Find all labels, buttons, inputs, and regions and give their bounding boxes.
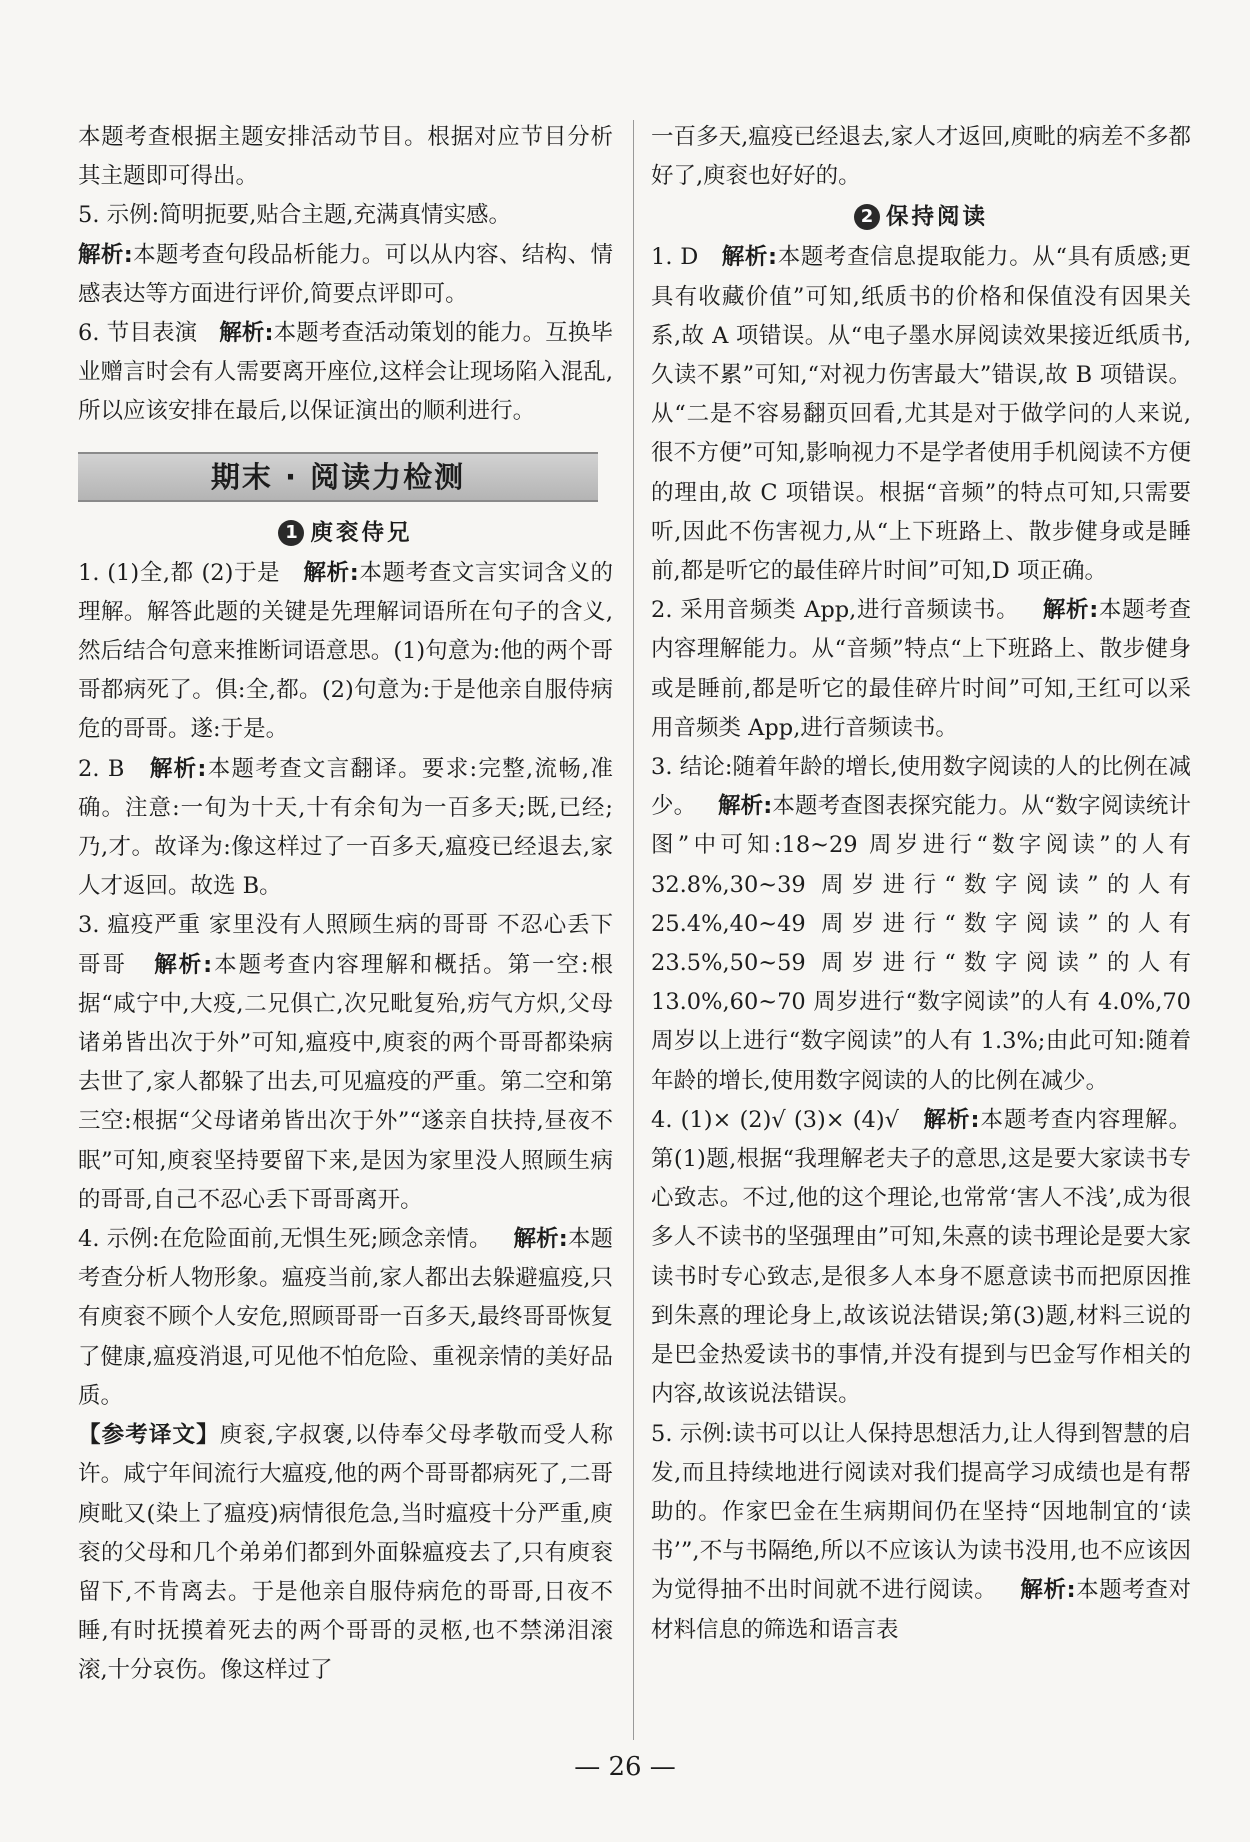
reference-label: 【参考译文】 <box>78 1422 220 1449</box>
question-5 <box>651 1415 1191 1650</box>
analysis-text: 本题考查分析人物形象。瘟疫当前,家人都出去躲避瘟疫,只有庾衮不顾个人安危,照顾哥哥一百多天,最终哥哥恢复了健康,瘟疫消退,可见他不怕危险、重视亲情的美好品质。 <box>78 1226 613 1409</box>
answer: 4. (1)× (2)√ (3)× (4)√ <box>651 1106 899 1133</box>
analysis-label: 解析: <box>149 755 207 782</box>
left-column <box>78 118 613 1691</box>
analysis-label: 解析: <box>721 244 778 271</box>
question-3 <box>651 748 1191 1101</box>
analysis-label: 解析: <box>1020 1577 1076 1604</box>
answer: 3. 瘟疫严重 家里没有人照顾生病的哥哥 不忍心丢下哥哥 <box>78 912 613 978</box>
analysis-label: 解析: <box>303 559 359 586</box>
question-4 <box>78 1220 613 1416</box>
paragraph: 一百多天,瘟疫已经退去,家人才返回,庾毗的病差不多都好了,庾衮也好好的。 <box>651 124 1191 190</box>
answer: 2. B <box>78 755 125 782</box>
section-number: 1 <box>278 520 304 546</box>
reference-translation <box>78 1416 613 1690</box>
reference-text: 庾衮,字叔褒,以侍奉父母孝敬而受人称许。咸宁年间流行大瘟疫,他的两个哥哥都病死了,二哥庾毗又(染上了瘟疫)病情很危急,当时瘟疫十分严重,庾衮的父母和几个弟弟们都到外面躲瘟疫去了,只有庾衮留下,不肯离去。于是他亲自服侍病危的哥哥,日夜不睡,有时抚摸着死去的两个哥哥的灵柩,也不禁涕泪滚滚,十分哀伤。像这样过了 <box>78 1422 613 1684</box>
question-2 <box>78 750 613 907</box>
analysis-text: 本题考查文言翻译。要求:完整,流畅,准确。注意:一旬为十天,十有余旬为一百多天;既,已经;乃,才。故译为:像这样过了一百多天,瘟疫已经退去,家人才返回。故选 B。 <box>78 755 614 900</box>
answer: 4. 示例:在危险面前,无惧生死;顾念亲情。 <box>78 1226 492 1253</box>
question-1 <box>651 238 1191 591</box>
analysis-label: 解析: <box>154 951 213 978</box>
section-banner: 期末 · 阅读力检测 <box>78 452 598 502</box>
analysis-text: 本题考查内容理解能力。从“音频”特点“上下班路上、散步健身或是睡前,都是听它的最佳碎片时间”可知,王红可以采用音频类 App,进行音频读书。 <box>651 597 1191 741</box>
analysis-text: 本题考查内容理解。第(1)题,根据“我理解老夫子的意思,这是要大家读书专心致志。不过,他的这个理论,也常常‘害人不浅’,成为很多人不读书的坚强理由”可知,朱熹的读书理论是要大家读书时专心致志,是很多人本身不愿意读书而把原因推到朱熹的理论身上,故该说法错误;第(3)题,材料三说的是巴金热爱读书的事情,并没有提到与巴金写作相关的内容,故该说法错误。 <box>651 1106 1191 1408</box>
answer: 5. 示例:读书可以让人保持思想活力,让人得到智慧的启发,而且持续地进行阅读对我们提高学习成绩也是有帮助的。作家巴金在生病期间仍在坚持“因地制宜的‘读书’”,不与书隔绝,所以不应该认为读书没用,也不应该因为觉得抽不出时间就不进行阅读。 <box>651 1420 1191 1604</box>
answer: 6. 节目表演 <box>78 320 198 347</box>
section-heading <box>651 196 1191 238</box>
analysis-label: 解析: <box>718 793 773 820</box>
answer: 2. 采用音频类 App,进行音频读书。 <box>651 597 1020 624</box>
analysis-text: 本题考查文言实词含义的理解。解答此题的关键是先理解词语所在句子的含义,然后结合句意来推断词语意思。(1)句意为:他的两个哥哥都病死了。俱:全,都。(2)句意为:于是他亲自服侍病危的哥哥。遂:于是。 <box>78 559 614 743</box>
analysis-label: 解析: <box>78 241 133 268</box>
analysis-label: 解析: <box>1042 597 1099 624</box>
section-number: 2 <box>854 204 880 230</box>
question-3 <box>78 906 613 1220</box>
answer: 1. (1)全,都 (2)于是 <box>78 559 281 586</box>
question-1 <box>78 554 613 750</box>
paragraph <box>78 236 613 314</box>
section-title: 庾衮侍兄 <box>310 519 413 546</box>
question-2 <box>651 591 1191 748</box>
analysis-label: 解析: <box>923 1106 980 1133</box>
analysis-text: 本题考查活动策划的能力。互换毕业赠言时会有人需要离开座位,这样会让现场陷入混乱,所以应该安排在最后,以保证演出的顺利进行。 <box>78 320 614 425</box>
answer: 1. D <box>651 244 699 271</box>
page-number: — 26 — <box>574 1752 676 1782</box>
question-4 <box>651 1101 1191 1415</box>
analysis-text: 本题考查句段品析能力。可以从内容、结构、情感表达等方面进行评价,简要点评即可。 <box>78 241 613 307</box>
answer: 3. 结论:随着年龄的增长,使用数字阅读的人的比例在减少。 <box>651 754 1191 820</box>
analysis-text: 本题考查信息提取能力。从“具有质感;更具有收藏价值”可知,纸质书的价格和保值没有因果关系,故 A 项错误。从“电子墨水屏阅读效果接近纸质书,久读不累”可知,“对视力伤害最大”错误,故 B 项错误。从“二是不容易翻页回看,尤其是对于做学问的人来说,很不方便”可知,影响视力不是学者使用手机阅读不方便的理由,故 C 项错误。根据“音频”的特点可知,只需要听,因此不伤害视力,从“上下班路上、散步健身或是睡前,都是听它的最佳碎片时间”可知,D 项正确。 <box>651 244 1191 585</box>
column-divider <box>633 120 634 1740</box>
paragraph: 5. 示例:简明扼要,贴合主题,充满真情实感。 <box>78 202 512 229</box>
right-column <box>651 124 1191 1650</box>
paragraph <box>78 314 613 432</box>
analysis-label: 解析: <box>219 320 274 347</box>
paragraph: 本题考查根据主题安排活动节目。根据对应节目分析其主题即可得出。 <box>78 124 613 190</box>
section-title: 保持阅读 <box>885 204 988 231</box>
analysis-text: 本题考查对材料信息的筛选和语言表 <box>651 1577 1191 1643</box>
analysis-text: 本题考查内容理解和概括。第一空:根据“咸宁中,大疫,二兄俱亡,次兄毗复殆,疠气方炽,父母诸弟皆出次于外”可知,瘟疫中,庾衮的两个哥哥都染病去世了,家人都躲了出去,可见瘟疫的严重。第二空和第三空:根据“父母诸弟皆出次于外”“遂亲自扶持,昼夜不眠”可知,庾衮坚持要留下来,是因为家里没人照顾生病的哥哥,自己不忍心丢下哥哥离开。 <box>78 951 613 1213</box>
section-heading <box>78 512 613 554</box>
analysis-label: 解析: <box>513 1226 568 1253</box>
analysis-text: 本题考查图表探究能力。从“数字阅读统计图”中可知:18~29 周岁进行“数字阅读”的人有 32.8%,30~39 周岁进行“数字阅读”的人有 25.4%,40~49 周岁进行“数字阅读”的人有 23.5%,50~59 周岁进行“数字阅读”的人有 13.0%,60~70 周岁进行“数字阅读”的人有 4.0%,70 周岁以上进行“数字阅读”的人有 1.3%;由此可知:随着年龄的增长,使用数字阅读的人的比例在减少。 <box>651 793 1191 1094</box>
